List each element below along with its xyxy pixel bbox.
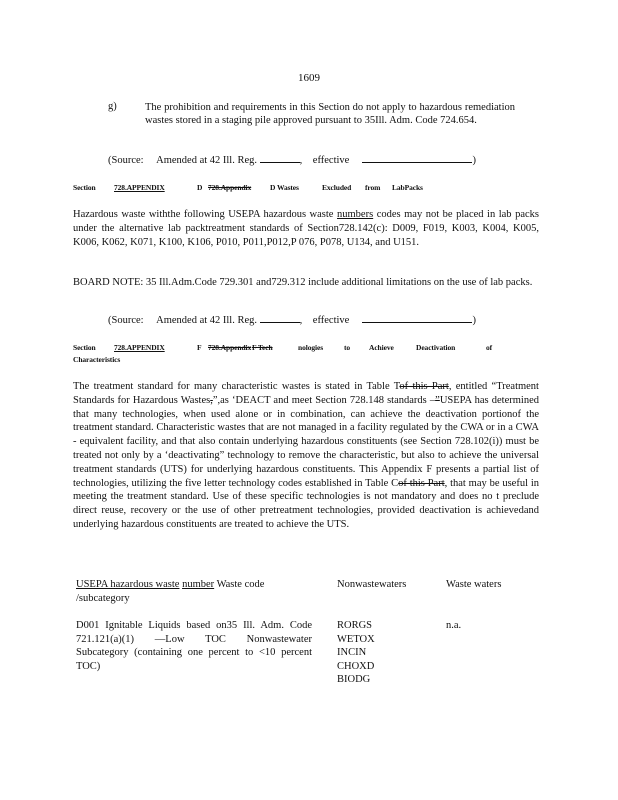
section-title-part: Excluded bbox=[322, 183, 352, 192]
table-header-wastewaters: Waste waters bbox=[446, 579, 502, 590]
source-effective: effective bbox=[312, 315, 350, 326]
source-line: (Source: Amended at 42 Ill. Reg. , effective ) bbox=[108, 155, 476, 166]
source-effective: effective bbox=[312, 155, 350, 166]
section-word: Section bbox=[73, 183, 96, 192]
section-title-part: LabPacks bbox=[392, 183, 423, 192]
table-header-nonwastewaters: Nonwastewaters bbox=[337, 579, 407, 590]
source-close: ) bbox=[472, 315, 476, 326]
item-text: The prohibition and requirements in this Section do not apply to hazardous remediation wastes stored in a staging pile approved pursuant to 35Ill. Adm. Code 724.654. bbox=[145, 102, 515, 127]
volume-blank bbox=[260, 322, 300, 323]
section-title-part: D Wastes bbox=[270, 183, 299, 192]
section-number-deleted: 728.Appendix bbox=[208, 183, 252, 192]
technology-code: WETOX bbox=[337, 633, 375, 645]
technology-code: RORGS bbox=[337, 620, 373, 631]
section-word: Section bbox=[73, 343, 96, 352]
technology-code: INCIN bbox=[337, 647, 367, 659]
paragraph-text: Hazardous waste withthe following USEPA hazardous waste bbox=[73, 209, 334, 220]
section-letter: D bbox=[197, 183, 203, 192]
paragraph-text: , that may be useful in meeting the treatment standard. Use of these specific technologies is not mandatory and does no t preclude direct reuse, recovery or the use of other pretreatment technologies, provided deactivation is achievedand underlying hazardous constituents are treated to achieve the UTS. bbox=[73, 477, 539, 530]
source-amended: Amended at 42 Ill. Reg. bbox=[156, 155, 258, 166]
source-line: (Source: Amended at 42 Ill. Reg. , effective ) bbox=[108, 315, 476, 326]
section-number-deleted: 728.Appendix bbox=[208, 343, 252, 352]
section-title-part: Deactivation bbox=[416, 343, 456, 352]
source-prefix: (Source: bbox=[108, 155, 144, 166]
paragraph-text: ”,as ‘DEACT and meet Section 728.148 standards – bbox=[212, 394, 436, 406]
section-title-part: of bbox=[486, 343, 493, 352]
deleted-text: ” bbox=[435, 394, 440, 406]
section-title-part: to bbox=[344, 343, 351, 352]
source-close: ) bbox=[472, 155, 476, 166]
inserted-text: numbers bbox=[337, 209, 374, 220]
section-title-part: from bbox=[365, 183, 381, 192]
deleted-text: of this Part bbox=[398, 477, 445, 489]
volume-blank bbox=[260, 162, 300, 163]
section-number-inserted: 728.APPENDIX bbox=[114, 343, 165, 352]
paragraph-text: USEPA has determined that many technologies, when used alone or in combination, can achieve the deactivation portionof the treatment standard. Characteristic wastes that are not managed in a facility regulated by the CWA or in a CWA - equivalent facility, and that also contain underlying hazardous constituents (see Section 728.102(i)) must be treated not only by a ‘deactivating” technology to remove the characteristic, but also to achieve the universal treatment standards (UTS) for underlying hazardous constituents. This Appendix F presents a partial list of technologies, utilizing the five letter technology codes established in Table C bbox=[73, 394, 539, 489]
date-blank bbox=[362, 322, 472, 323]
board-note: BOARD NOTE: 35 Ill.Adm.Code 729.301 and729.312 include additional limitations on the use of lab packs. bbox=[73, 277, 533, 288]
section-letter: F bbox=[197, 343, 202, 352]
table-header-waste-code bbox=[76, 578, 276, 605]
header-text: Waste code /subcategory bbox=[76, 579, 265, 604]
section-deleted-text: F Tech bbox=[252, 343, 273, 352]
date-blank bbox=[362, 162, 472, 163]
section-heading-f-line2: Characteristics bbox=[73, 355, 121, 364]
technology-code: CHOXD bbox=[337, 660, 375, 672]
header-text: USEPA hazardous waste bbox=[76, 579, 180, 590]
treatment-paragraph bbox=[73, 380, 539, 532]
section-heading-f bbox=[73, 343, 492, 352]
section-title-part: Achieve bbox=[369, 343, 394, 352]
technology-code: BIODG bbox=[337, 674, 371, 686]
paragraph-text: The treatment standard for many characteristic wastes is stated in Table T bbox=[73, 381, 400, 392]
paragraph-text: , entitled “Treatment Standards for Hazardous Wastes bbox=[73, 381, 539, 406]
deleted-text: , bbox=[210, 394, 213, 406]
item-label: g) bbox=[108, 101, 117, 112]
table-cell-nonwastewaters bbox=[337, 619, 375, 687]
deleted-text: of this Part bbox=[399, 381, 449, 392]
header-inserted-text: number bbox=[182, 579, 215, 590]
source-amended: Amended at 42 Ill. Reg. bbox=[156, 315, 258, 326]
section-number-inserted: 728.APPENDIX bbox=[114, 183, 165, 192]
table-cell-wastewaters: n.a. bbox=[446, 620, 462, 631]
section-heading-d bbox=[73, 183, 423, 192]
page-number: 1609 bbox=[298, 72, 320, 84]
lab-pack-paragraph bbox=[73, 208, 539, 249]
source-prefix: (Source: bbox=[108, 315, 144, 326]
section-title-part: nologies bbox=[298, 343, 324, 352]
paragraph-text: codes may not be placed in lab packs under the alternative lab packtreatment standards of Section728.142(c): D009, F019, K003, K004, K005, K006, K062, K071, K100, K106, P010, P011,P012,P 076, P078, U134, and U151. bbox=[73, 209, 539, 248]
table-cell-waste-code: D001 Ignitable Liquids based on35 Ill. Adm. Code 721.121(a)(1) —Low TOC Nonwastewater Subcategory (containing one percent to <10 percent TOC) bbox=[76, 620, 312, 672]
